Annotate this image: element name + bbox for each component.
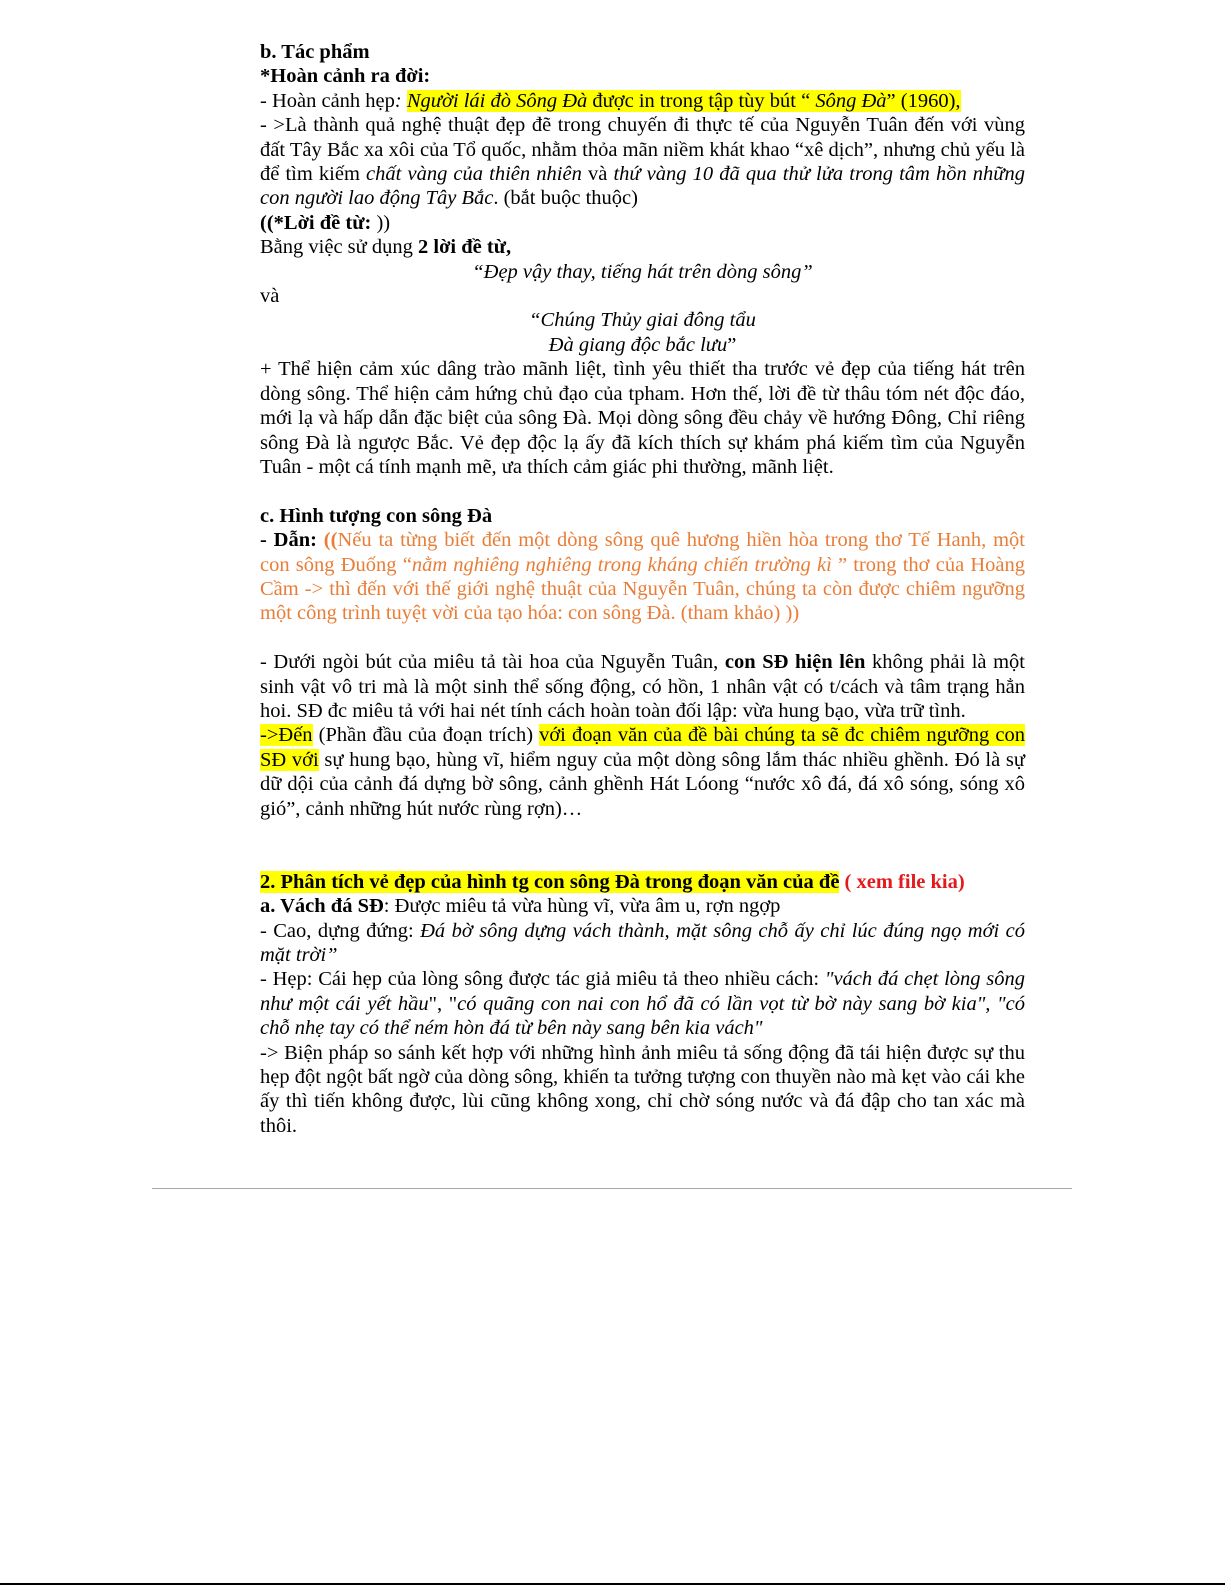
section-c-lead: - Dẫn: ((Nếu ta từng biết đến một dòng sông quê hương hiền hòa trong thơ Tế Hanh, một con sông Đuống “nằm nghiêng nghiêng trong kháng chiến trường kì ” trong thơ của Hoàng Cầm -> thì đến với thế giới nghệ thuật của Nguyễn Tuân, chúng ta còn được chiêm ngưỡng một công trình tuyệt vời của tạo hóa: con sông Đà. (tham khảo) )): [260, 529, 1026, 625]
and-word: và: [260, 285, 280, 308]
narrow-context-line: - Hoàn cảnh hẹp: Người lái đò Sông Đà được in trong tập tùy bút “ Sông Đà” (1960),: [260, 89, 961, 112]
context-heading: *Hoàn cảnh ra đời:: [260, 65, 431, 88]
spacer: [260, 821, 1025, 845]
narrow-river-line: - Hẹp: Cái hẹp của lòng sông được tác giả miêu tả theo nhiều cách: "vách đá chẹt lòng sông như một cái yết hầu", "có quãng con nai con hổ đã có lần vọt từ bờ này sang bờ kia", "có chỗ nhẹ tay có thể ném hòn đá từ bên này sang bên kia vách": [260, 968, 1026, 1040]
highlight-work-info: Người lái đò Sông Đà được in trong tập tùy bút “ Sông Đà” (1960),: [406, 89, 961, 112]
high-cliff-line: - Cao, dựng đứng: Đá bờ sông dựng vách thành, mặt sông chỗ ấy chỉ lúc đúng ngọ mới có mặt trời”: [260, 919, 1025, 966]
spacer: [260, 845, 1025, 869]
epigraph-2-line-1: “Chúng Thủy giai đông tẩu: [529, 309, 756, 332]
section-b-paragraph-2: + Thể hiện cảm xúc dâng trào mãnh liệt, tình yêu thiết tha trước vẻ đẹp của tiếng hát trên dòng sông. Thể hiện cảm hứng chủ đạo của tpham. Hơn thế, lời đề từ thâu tóm nét độc đáo, mới lạ và hấp dẫn đặc biệt của sông Đà. Mọi dòng sông đều chảy về hướng Đông, Chỉ riêng sông Đà là ngược Bắc. Vẻ đẹp độc lạ ấy đã kích thích sự khám phá kiếm tìm của Nguyễn Tuân - một cá tính mạnh mẽ, ưa thích cảm giác phi thường, mãnh liệt.: [260, 358, 1025, 478]
section-b-heading: b. Tác phẩm: [260, 41, 370, 63]
sub-a-line: a. Vách đá SĐ: Được miêu tả vừa hùng vĩ, vừa âm u, rợn ngợp: [260, 895, 781, 918]
document-page: [260, 40, 1025, 1138]
work-title: Người lái đò Sông Đà: [406, 89, 588, 112]
page-divider: [152, 1188, 1072, 1189]
epigraph-intro: Bằng việc sử dụng 2 lời đề từ,: [260, 236, 512, 259]
section-2-heading: 2. Phân tích vẻ đẹp của hình tg con sông Đà trong đoạn văn của đề ( xem file kia): [260, 870, 965, 893]
epigraph-1: “Đẹp vậy thay, tiếng hát trên dòng sông”: [472, 260, 813, 283]
spacer: [260, 479, 1025, 503]
lead-reference-text: ((Nếu ta từng biết đến một dòng sông quê hương hiền hòa trong thơ Tế Hanh, một con sông Đuống “nằm nghiêng nghiêng trong kháng chiến trường kì ” trong thơ của Hoàng Cầm -> thì đến với thế giới nghệ thuật của Nguyễn Tuân, chúng ta còn được chiêm ngưỡng một công trình tuyệt vời của tạo hóa: con sông Đà. (tham khảo) )): [260, 529, 1026, 625]
section-c-paragraph-1: - Dưới ngòi bút của miêu tả tài hoa của Nguyễn Tuân, con SĐ hiện lên không phải là một sinh vật vô tri mà là một sinh thể sống động, có hồn, 1 nhân vật có t/cách và tâm trạng hẳn hoi. SĐ đc miêu tả với hai nét tính cách hoàn toàn đối lập: vừa hung bạo, vừa trữ tình.: [260, 651, 1026, 722]
epigraph-heading: ((*Lời đề từ: )): [260, 211, 391, 234]
conclusion-paragraph: -> Biện pháp so sánh kết hợp với những hình ảnh miêu tả sống động đã tái hiện được sự thu hẹp đột ngột bất ngờ của dòng sông, khiến ta tưởng tượng con thuyền nào mà kẹt vào cái khe ấy thì tiến không được, lùi cũng không xong, chỉ chờ sóng nước và đá đập cho tan xác mà thôi.: [260, 1041, 1025, 1137]
spacer: [260, 626, 1025, 650]
section-c-paragraph-2: ->Đến (Phần đầu của đoạn trích) với đoạn văn của đề bài chúng ta sẽ đc chiêm ngưỡng con SĐ với sự hung bạo, hùng vĩ, hiểm nguy của một dòng sông lắm thác nhiều ghềnh. Đó là sự dữ dội của cảnh đá dựng bờ sông, cảnh ghềnh Hát Lóong “nước xô đá, đá xô sóng, sóng xô gió”, cảnh những hút nước rùng rợn)…: [260, 724, 1025, 820]
collection-title: Sông Đà: [815, 89, 887, 112]
section-b-paragraph-1: - >Là thành quả nghệ thuật đẹp đẽ trong chuyến đi thực tế của Nguyễn Tuân đến với vùng đất Tây Bắc xa xôi của Tổ quốc, nhằm thỏa mãn niềm khát khao “xê dịch”, nhưng chủ yếu là để tìm kiếm chất vàng của thiên nhiên và thứ vàng 10 đã qua thử lửa trong tâm hồn những con người lao động Tây Bắc. (bắt buộc thuộc): [260, 114, 1025, 210]
epigraph-2-line-2: Đà giang độc bắc lưu”: [548, 333, 737, 356]
section-c-heading: c. Hình tượng con sông Đà: [260, 504, 493, 527]
